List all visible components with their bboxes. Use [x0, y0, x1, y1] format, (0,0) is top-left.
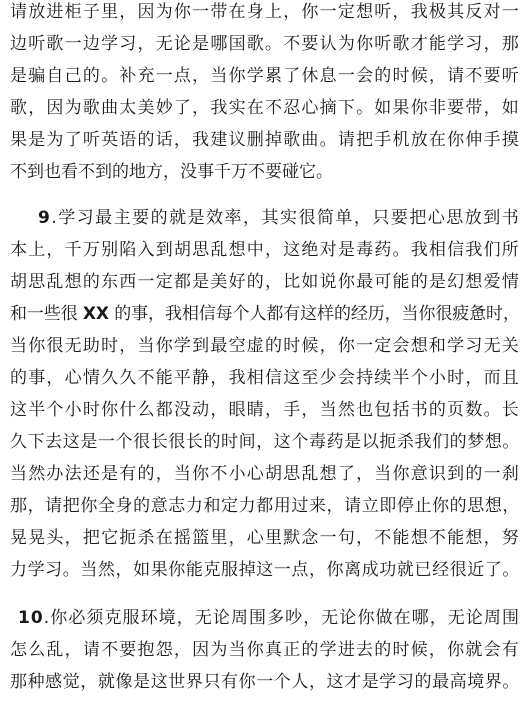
text-span: 和一些很	[10, 304, 78, 324]
text-line: 怎么乱，请不要抱怨，因为当你真正的学进去的时候，你就会有	[10, 640, 520, 660]
text-line: 这半个小时你什么都没动，眼睛，手，当然也包括书的页数。长	[10, 400, 520, 420]
text-span: 的事，我相信每个人都有这样的经历，当你很疲惫时，	[114, 304, 520, 324]
text-line-with-token	[10, 299, 520, 329]
item-number: 9	[38, 208, 52, 228]
text-line: 果是为了听英语的话，我建议删掉歌曲。请把手机放在你伸手摸	[10, 130, 520, 150]
text-line: 请放进柜子里，因为你一带在身上，你一定想听，我极其反对一	[10, 2, 520, 22]
text-line: 那种感觉，就像是这世界只有你一个人，这才是学习的最高境界。	[10, 672, 520, 692]
item-number: 10	[18, 608, 44, 628]
paragraph-10-first-line	[18, 603, 520, 633]
paragraph-9-first-line	[38, 203, 520, 233]
text-line: 那，请把你全身的意志力和定力都用过来，请立即停止你的思想，	[10, 496, 520, 516]
text-line: 的事，心情久久不能平静，我相信这至少会持续半个小时，而且	[10, 368, 520, 388]
text-line: 久下去这是一个很长很长的时间，这个毒药是以扼杀我们的梦想。	[10, 432, 520, 452]
text-line: 本上，千万别陷入到胡思乱想中，这绝对是毒药。我相信我们所	[10, 240, 520, 260]
text-line: 当你很无助时，当你学到最空虚的时候，你一定会想和学习无关	[10, 336, 520, 356]
text-line: 力学习。当然，如果你能克服掉这一点，你离成功就已经很近了。	[10, 560, 520, 580]
text-line: 当然办法还是有的，当你不小心胡思乱想了，当你意识到的一刹	[10, 464, 520, 484]
text-line: 不到也看不到的地方，没事千万不要碰它。	[10, 162, 333, 182]
latin-token: XX	[82, 304, 109, 324]
text-span: .学习最主要的就是效率，其实很简单，只要把心思放到书	[51, 208, 521, 228]
text-span: .你必须克服环境，无论周围多吵，无论你做在哪，无论周围	[43, 608, 521, 628]
text-line: 胡思乱想的东西一定都是美好的，比如说你最可能的是幻想爱情	[10, 272, 520, 292]
text-line: 歌，因为歌曲太美妙了，我实在不忍心摘下。如果你非要带，如	[10, 98, 520, 118]
text-line: 晃晃头，把它扼杀在摇篮里，心里默念一句，不能想不能想，努	[10, 528, 520, 548]
text-line: 是骗自己的。补充一点，当你学累了休息一会的时候，请不要听	[10, 66, 520, 86]
text-line: 边听歌一边学习，无论是哪国歌。不要认为你听歌才能学习，那	[10, 34, 520, 54]
